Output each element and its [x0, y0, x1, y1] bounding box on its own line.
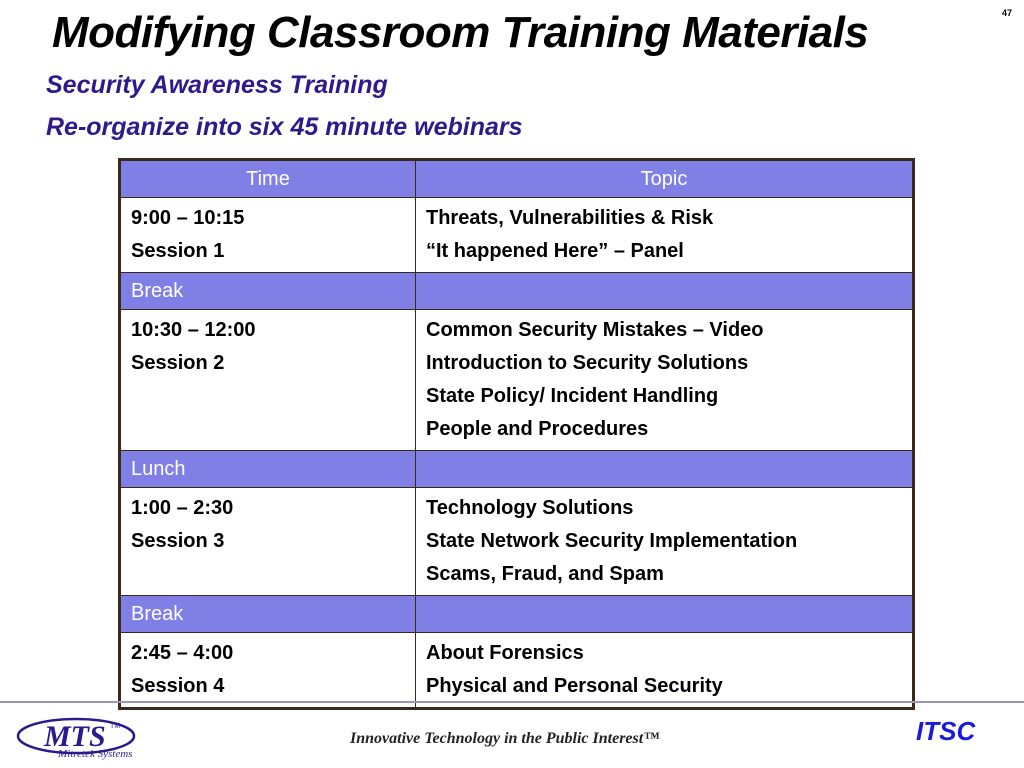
logo-mts-text: MTS: [44, 720, 106, 753]
topic-cell: [416, 488, 914, 596]
topic-cell: [416, 310, 914, 451]
time-cell: [120, 310, 416, 451]
topic-item: “It happened Here” – Panel: [426, 240, 684, 262]
lunch-label: Lunch: [120, 451, 416, 488]
mitretek-logo: [14, 712, 174, 764]
lunch-row: [120, 451, 914, 488]
subtitle-reorganize: Re-organize into six 45 minute webinars: [46, 113, 523, 141]
topic-item: About Forensics: [426, 642, 584, 664]
topic-item: Technology Solutions: [426, 497, 634, 519]
header-time: Time: [120, 160, 416, 198]
break-empty-cell: [416, 596, 914, 633]
break-empty-cell: [416, 273, 914, 310]
topic-item: Introduction to Security Solutions: [426, 352, 749, 374]
break-row: [120, 273, 914, 310]
header-topic: Topic: [416, 160, 914, 198]
topic-item: State Network Security Implementation: [426, 530, 798, 552]
time-range: 10:30 – 12:00: [131, 319, 256, 341]
topic-item: Scams, Fraud, and Spam: [426, 563, 664, 585]
topic-cell: [416, 198, 914, 273]
break-label: Break: [120, 596, 416, 633]
time-range: 2:45 – 4:00: [131, 642, 234, 664]
schedule-table: [118, 158, 915, 710]
table-row: [120, 310, 914, 451]
session-label: Session 1: [131, 240, 225, 262]
time-range: 9:00 – 10:15: [131, 207, 245, 229]
session-label: Session 4: [131, 675, 225, 697]
page-number: 47: [1001, 8, 1012, 18]
session-label: Session 3: [131, 530, 225, 552]
table-header-row: [120, 160, 914, 198]
slide-title: Modifying Classroom Training Materials: [52, 8, 869, 57]
break-row: [120, 596, 914, 633]
logo-company-name: Mitretek Systems: [58, 748, 133, 760]
time-cell: [120, 633, 416, 709]
table-row: [120, 488, 914, 596]
topic-item: People and Procedures: [426, 418, 649, 440]
table-row: [120, 198, 914, 273]
subtitle-security-awareness: Security Awareness Training: [46, 71, 388, 99]
table-row: [120, 633, 914, 709]
logo-trademark: TM: [110, 723, 121, 730]
topic-item: State Policy/ Incident Handling: [426, 385, 719, 407]
topic-cell: [416, 633, 914, 709]
session-label: Session 2: [131, 352, 225, 374]
footer-org-name: ITSC: [916, 716, 976, 746]
footer-divider: [0, 701, 1024, 703]
time-cell: [120, 488, 416, 596]
lunch-empty-cell: [416, 451, 914, 488]
time-range: 1:00 – 2:30: [131, 497, 234, 519]
break-label: Break: [120, 273, 416, 310]
topic-item: Threats, Vulnerabilities & Risk: [426, 207, 714, 229]
time-cell: [120, 198, 416, 273]
footer-tagline: Innovative Technology in the Public Interest™: [350, 730, 660, 747]
topic-item: Common Security Mistakes – Video: [426, 319, 764, 341]
topic-item: Physical and Personal Security: [426, 675, 723, 697]
